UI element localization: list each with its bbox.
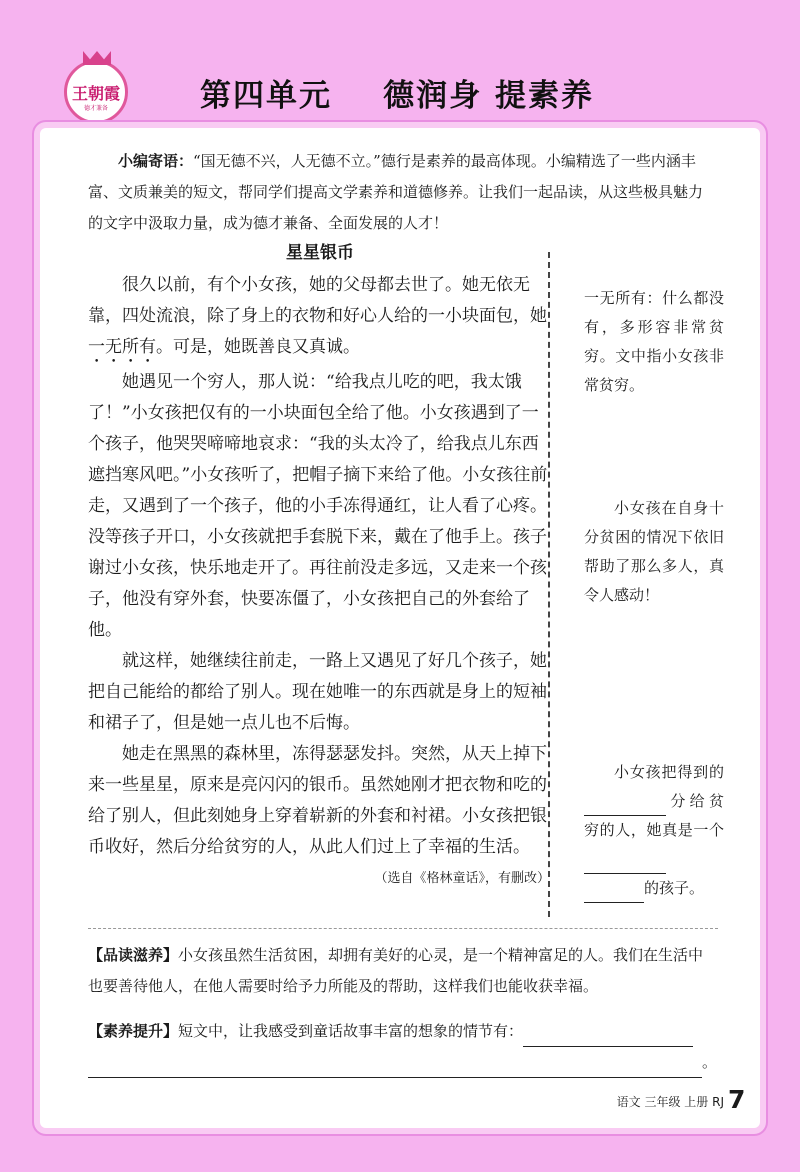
page-header (0, 0, 800, 140)
editor-note-text: “国无德不兴，人无德不立。”德行是素养的最高体现。小编精选了一些内涵丰富、文质兼美的短文，帮同学们提高文学素养和道德修养。让我们一起品读，从这些极具魅力的文字中汲取力量，成为德才兼备、全面发展的人才！ (88, 152, 704, 232)
margin-note-question (584, 758, 724, 903)
answer-blank-1[interactable] (584, 795, 666, 816)
story-body (88, 270, 550, 894)
margin-divider (548, 252, 550, 917)
story-title: 星星银币 (286, 243, 354, 263)
question-text: 分给贫穷的人，她真是一个 (584, 792, 724, 839)
answer-blank-3[interactable] (584, 882, 644, 903)
editor-note-label: 小编寄语： (118, 152, 194, 170)
question-text: 的孩子。 (644, 879, 705, 897)
appreciation-label: 【品读滋养】 (88, 946, 179, 964)
story-paragraph-3: 就这样，她继续往前走，一路上又遇见了好几个孩子，她把自己能给的都给了别人。现在她唯一的东西就是身上的短袖和裙子了，但是她一点儿也不后悔。 (88, 651, 547, 733)
footer-info: 语文 三年级 上册 RJ (616, 1095, 724, 1109)
emphasized-term: 一无所有 (88, 337, 156, 357)
page-number: 7 (728, 1085, 746, 1114)
appreciation-section (88, 940, 718, 1002)
paragraph-text: 。可是，她既善良又真诚。 (156, 337, 360, 357)
logo-subtext: 德才兼备 (83, 105, 108, 112)
section-separator (88, 928, 718, 929)
story-paragraph-4 (88, 739, 550, 886)
brand-logo (64, 60, 128, 124)
crown-icon (83, 51, 111, 65)
margin-note-definition: 一无所有：什么都没有，多形容非常贫穷。文中指小女孩非常贫穷。 (584, 289, 724, 394)
improvement-prompt: 短文中，让我感受到童话故事丰富的想象的情节有： (178, 1022, 524, 1040)
improvement-section (88, 1016, 718, 1078)
story-source: （选自《格林童话》，有删改） (374, 871, 550, 886)
improvement-label: 【素养提升】 (88, 1022, 179, 1040)
editor-note (88, 146, 714, 239)
improvement-answer-line-2[interactable] (88, 1055, 702, 1078)
logo-text: 王朝霞 (71, 84, 120, 103)
story-paragraph-2: 她遇见一个穷人，那人说：“给我点儿吃的吧，我太饿了！”小女孩把仅有的一小块面包全给了他。小女孩遇到了一个孩子，他哭哭啼啼地哀求：“我的头太冷了，给我点儿东西遮挡寒风吧。”小女孩听了，把帽子摘下来给了他。小女孩往前走，又遇到了一个孩子，他的小手冻得通红，让人看了心疼。没等孩子开口，小女孩就把手套脱下来，戴在了他手上。孩子谢过小女孩，快乐地走开了。再往前没走多远，又走来一个孩子，他没有穿外套，快要冻僵了，小女孩把自己的外套给了他。 (88, 372, 548, 640)
improvement-end-mark: 。 (702, 1053, 718, 1071)
answer-blank-2[interactable] (584, 853, 666, 874)
paragraph-text: 她走在黑黑的森林里，冻得瑟瑟发抖。突然，从天上掉下来一些星星，原来是亮闪闪的银币。虽然她刚才把衣物和吃的给了别人，但此刻她身上穿着崭新的外套和衬裙。小女孩把银币收好，然后分给贫穷的人，从此人们过上了幸福的生活。 (88, 744, 547, 857)
paragraph-text: 很久以前，有个小女孩，她的父母都去世了。她无依无靠，四处流浪，除了身上的衣物和好心人给的一小块面包，她 (88, 275, 547, 326)
unit-title: 第四单元 德润身 提素养 (200, 78, 594, 114)
question-text: 小女孩把得到的 (614, 763, 724, 781)
improvement-answer-line-1[interactable] (523, 1026, 693, 1047)
appreciation-text: 小女孩虽然生活贫困，却拥有美好的心灵，是一个精神富足的人。我们在生活中也要善待他人，在他人需要时给予力所能及的帮助，这样我们也能收获幸福。 (88, 946, 704, 995)
margin-note-comment: 小女孩在自身十分贫困的情况下依旧帮助了那么多人，真令人感动！ (584, 499, 724, 604)
story-paragraph-1 (88, 270, 550, 367)
